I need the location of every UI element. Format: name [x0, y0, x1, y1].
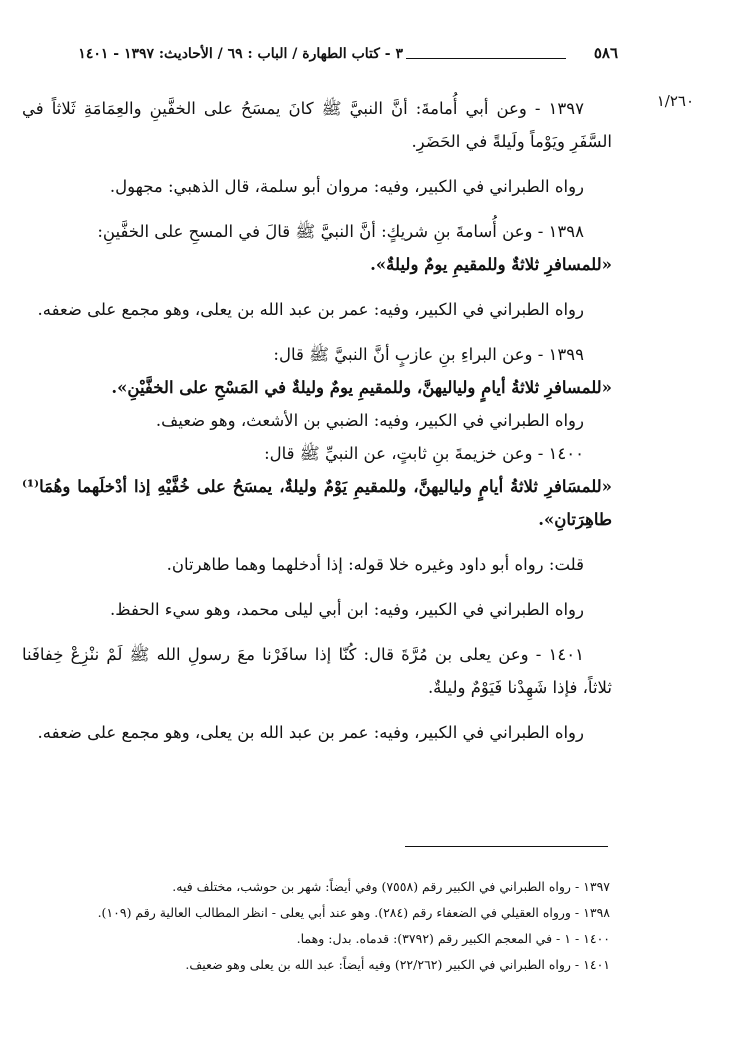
footnotes: [40, 874, 610, 978]
paragraph-gap: [22, 536, 612, 548]
page-number: ٥٨٦: [593, 44, 618, 62]
main-text: [22, 92, 612, 749]
hadith-paragraph: ١٣٩٩ - وعن البراءِ بنِ عازبٍ أنَّ النبيَّ ﷺ قال:: [273, 345, 584, 364]
hadith-quote: «للمسافرِ ثلاثةٌ وللمقيمِ يومٌ وليلةٌ».: [370, 255, 612, 274]
narration-note: رواه الطبراني في الكبير، وفيه: مروان أبو سلمة، قال الذهبي: مجهول.: [109, 177, 584, 196]
paragraph-gap: [22, 704, 612, 716]
footnote-separator: [405, 846, 608, 847]
margin-reference: ١/٢٦٠: [656, 92, 694, 110]
narration-note: رواه الطبراني في الكبير، وفيه: عمر بن عبد الله بن يعلى، وهو مجمع على ضعفه.: [37, 300, 584, 319]
paragraph-gap: [22, 581, 612, 593]
footnote-line: ١٤٠٠ - ١ - في المعجم الكبير رقم (٣٧٩٢): قدماه. بدل: وهما.: [296, 931, 610, 946]
footnote-line: ١٣٩٧ - رواه الطبراني في الكبير رقم (٧٥٥٨) وفي أيضاً: شهر بن حوشب، مختلف فيه.: [172, 879, 610, 894]
paragraph-gap: [22, 326, 612, 338]
narration-note: رواه الطبراني في الكبير، وفيه: الضبي بن الأشعث، وهو ضعيف.: [155, 411, 584, 430]
paragraph-gap: [22, 203, 612, 215]
running-header: [18, 38, 618, 68]
hadith-paragraph: ١٤٠٠ - وعن خزيمةَ بنِ ثابتٍ، عن النبيِّ ﷺ قال:: [264, 444, 584, 463]
hadith-quote: «للمسافرِ ثلاثةُ أيامٍ ولياليهنَّ، وللمقيمِ يومٌ وليلةٌ في المَسْحِ على الخفَّيْنِ».: [111, 378, 612, 397]
hadith-paragraph: ١٤٠١ - وعن يعلى بن مُرَّةَ قال: كُنّا إذا سافَرْنا معَ رسولِ الله ﷺ لَمْ ننْزِعْ خِفافَنا ثلاثاً، فإذا شَهِدْنا فَيَوْمٌ وليلةٌ.: [22, 645, 612, 697]
running-title: ٣ - كتاب الطهارة / الباب : ٦٩ / الأحاديث: ١٣٩٧ - ١٤٠١: [78, 46, 403, 62]
paragraph-gap: [22, 281, 612, 293]
narration-note: رواه الطبراني في الكبير، وفيه: عمر بن عبد الله بن يعلى، وهو مجمع على ضعفه.: [37, 723, 584, 742]
footnote-line: ١٤٠١ - رواه الطبراني في الكبير (٢٢/٢٦٢) وفيه أيضاً: عبد الله بن يعلى وهو ضعيف.: [185, 957, 610, 972]
hadith-paragraph: ١٣٩٧ - وعن أبي أُمامةَ: أنَّ النبيَّ ﷺ كانَ يمسَحُ على الخفَّينِ والعِمَامَةِ ثَلاثاً في السَّفَرِ ويَوْماً ولَيلةً في الحَضَرِ.: [22, 99, 612, 151]
hadith-quote: «للمسَافرِ ثلاثةُ أيامٍ ولياليهنَّ، وللمقيمِ يَوْمٌ وليلةٌ، يمسَحُ على خُفَّيْهِ إذا أدْخلَهما وهُمَا⁽¹⁾ طاهِرَتانِ».: [22, 477, 612, 529]
header-rule: [406, 58, 566, 59]
paragraph-gap: [22, 626, 612, 638]
hadith-paragraph: ١٣٩٨ - وعن أُسامةَ بنِ شريكٍ: أنَّ النبيَّ ﷺ قالَ في المسحِ على الخفَّينِ:: [97, 222, 584, 241]
footnote-line: ١٣٩٨ - ورواه العقيلي في الضعفاء رقم (٢٨٤). وهو عند أبي يعلى - انظر المطالب العالية رقم (١٠٩).: [97, 905, 610, 920]
narration-note: قلت: رواه أبو داود وغيره خلا قوله: إذا أدخلهما وهما طاهرتان.: [166, 555, 584, 574]
narration-note: رواه الطبراني في الكبير، وفيه: ابن أبي ليلى محمد، وهو سيء الحفظ.: [110, 600, 584, 619]
paragraph-gap: [22, 158, 612, 170]
